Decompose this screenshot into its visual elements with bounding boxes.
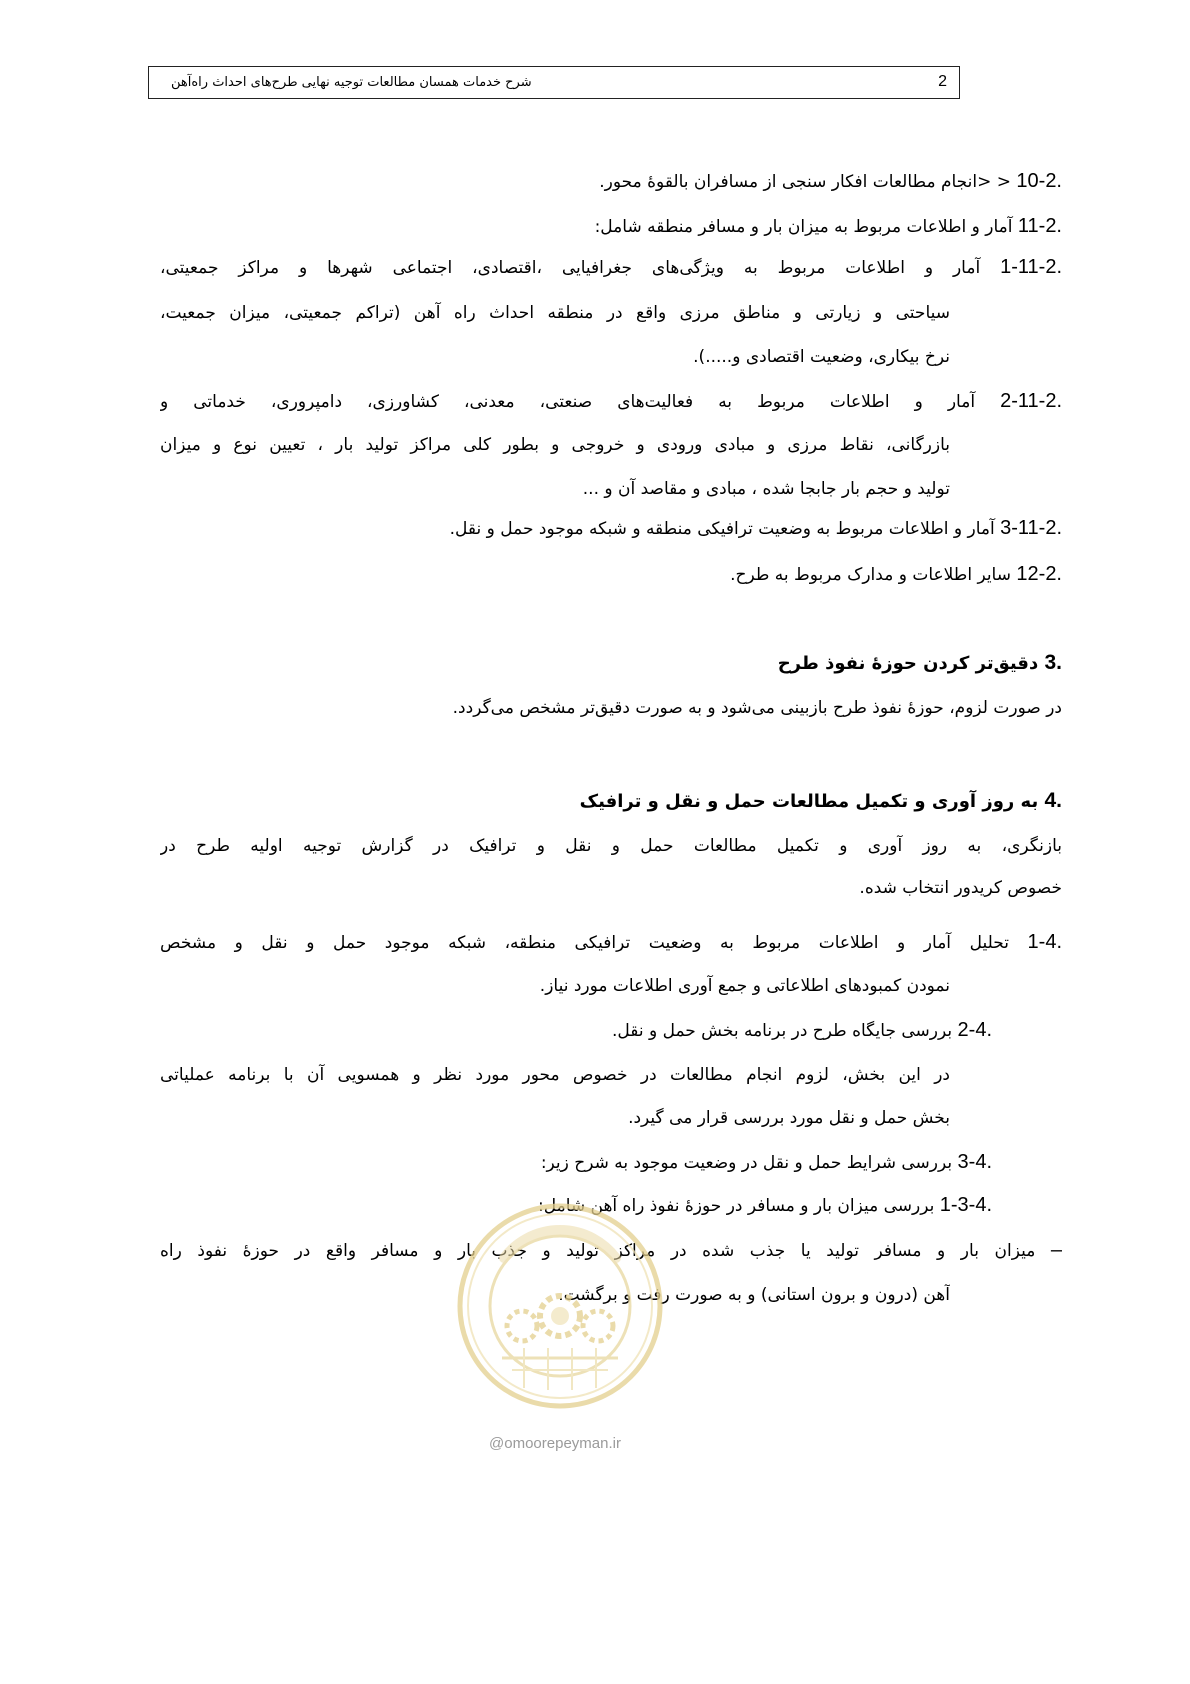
item-number: 3-4. — [957, 1151, 992, 1173]
paragraph-line — [160, 298, 950, 328]
item-text: سایر اطلاعات و مدارک مربوط به طرح. — [730, 565, 1011, 585]
item-number: 12-2. — [1016, 563, 1062, 585]
item-number: 1-3-4. — [939, 1194, 992, 1216]
item-text: بررسی جایگاه طرح در برنامه بخش حمل و نقل. — [611, 1021, 953, 1041]
item-number: 2-11-2. — [1000, 390, 1062, 412]
paragraph-line — [160, 1103, 950, 1133]
section-heading-4 — [160, 786, 1062, 816]
line-text: در صورت لزوم، حوزۀ نفوذ طرح بازبینی می‌شود و به صورت دقیق‌تر مشخص می‌گردد. — [452, 698, 1062, 718]
line-text: آهن (درون و برون استانی) و به صورت رفت و برگشت. — [558, 1285, 950, 1305]
line-text: تولید و حجم بار جابجا شده ، مبادی و مقاصد آن و ... — [582, 479, 950, 499]
item-2-11 — [160, 211, 1062, 241]
item-text: میزان بار و مسافر تولید یا جذب شده در مراکز تولید و جذب بار و مسافر واقع در حوزۀ نفوذ راه — [160, 1241, 1036, 1261]
line-text: بازرگانی، نقاط مرزی و مبادی ورودی و خروجی و بطور کلی مراکز تولید بار ، تعیین نوع و میزان — [160, 435, 950, 455]
item-text: آمار و اطلاعات مربوط به فعالیت‌های صنعتی، معدنی، کشاورزی، دامپروری، خدماتی و — [160, 392, 976, 412]
item-text: < <انجام مطالعات افکار سنجی از مسافران بالقوۀ محور. — [599, 172, 1011, 192]
line-text: نمودن کمبودهای اطلاعاتی و جمع آوری اطلاعات مورد نیاز. — [539, 976, 950, 996]
bullet-dash: – — [1050, 1239, 1062, 1261]
line-text: نرخ بیکاری، وضعیت اقتصادی و.....). — [693, 347, 950, 367]
item-text: آمار و اطلاعات مربوط به ویژگی‌های جغرافیایی ،اقتصادی، اجتماعی شهرها و مراکز جمعیتی، — [160, 258, 981, 278]
item-number: 1-4. — [1027, 931, 1062, 953]
item-4-1 — [160, 927, 1062, 957]
item-text: بررسی شرایط حمل و نقل در وضعیت موجود به شرح زیر: — [540, 1153, 953, 1173]
item-number: 10-2. — [1016, 170, 1062, 192]
item-2-12 — [160, 559, 1062, 589]
item-text: تحلیل آمار و اطلاعات مربوط به وضعیت ترافیکی منطقه، شبکه موجود حمل و نقل و مشخص — [160, 933, 1009, 953]
item-number: 3-11-2. — [1000, 517, 1062, 539]
section-title: به روز آوری و تکمیل مطالعات حمل و نقل و ترافیک — [579, 791, 1039, 812]
item-2-10 — [160, 166, 1062, 196]
header-title: شرح خدمات همسان مطالعات توجیه نهایی طرح‌های احداث راه‌آهن — [171, 75, 532, 90]
page-number: 2 — [938, 73, 947, 90]
line-text: بازنگری، به روز آوری و تکمیل مطالعات حمل و نقل و ترافیک در گزارش توجیه اولیه طرح در — [160, 836, 1062, 856]
section-number: 4. — [1044, 789, 1062, 812]
line-text: خصوص کریدور انتخاب شده. — [859, 878, 1062, 898]
item-text: آمار و اطلاعات مربوط به میزان بار و مسافر منطقه شامل: — [594, 217, 1013, 237]
item-text: آمار و اطلاعات مربوط به وضعیت ترافیکی منطقه و شبکه موجود حمل و نقل. — [449, 519, 995, 539]
paragraph-line — [160, 831, 1062, 861]
item-number: 2-4. — [957, 1019, 992, 1041]
page-header — [148, 66, 960, 99]
paragraph-line — [160, 1060, 950, 1090]
paragraph-line — [160, 873, 1062, 903]
paragraph-line — [160, 971, 950, 1001]
paragraph-line — [160, 474, 950, 504]
item-2-11-2 — [160, 386, 1062, 416]
line-text: در این بخش، لزوم انجام مطالعات در خصوص محور مورد نظر و همسویی آن با برنامه عملیاتی — [160, 1065, 950, 1085]
item-4-2 — [160, 1015, 992, 1045]
item-4-3 — [160, 1147, 992, 1177]
line-text: سیاحتی و زیارتی و مناطق مرزی واقع در منطقه احداث راه آهن (تراکم جمعیتی، میزان جمعیت، — [160, 303, 950, 323]
paragraph-line — [160, 430, 950, 460]
line-text: بخش حمل و نقل مورد بررسی قرار می گیرد. — [628, 1108, 950, 1128]
item-2-11-3 — [160, 513, 1062, 543]
section-title: دقیق‌تر کردن حوزۀ نفوذ طرح — [777, 653, 1039, 674]
section-heading-3 — [160, 648, 1062, 678]
item-number: 1-11-2. — [1000, 256, 1062, 278]
website-watermark: @omoorepeyman.ir — [489, 1435, 621, 1452]
paragraph-line — [160, 693, 1062, 723]
item-text: بررسی میزان بار و مسافر در حوزۀ نفوذ راه آهن شامل: — [537, 1196, 935, 1216]
section-number: 3. — [1044, 651, 1062, 674]
item-2-11-1 — [160, 252, 1062, 282]
paragraph-line — [160, 342, 950, 372]
item-number: 11-2. — [1017, 215, 1062, 237]
seal-logo — [452, 1198, 668, 1414]
